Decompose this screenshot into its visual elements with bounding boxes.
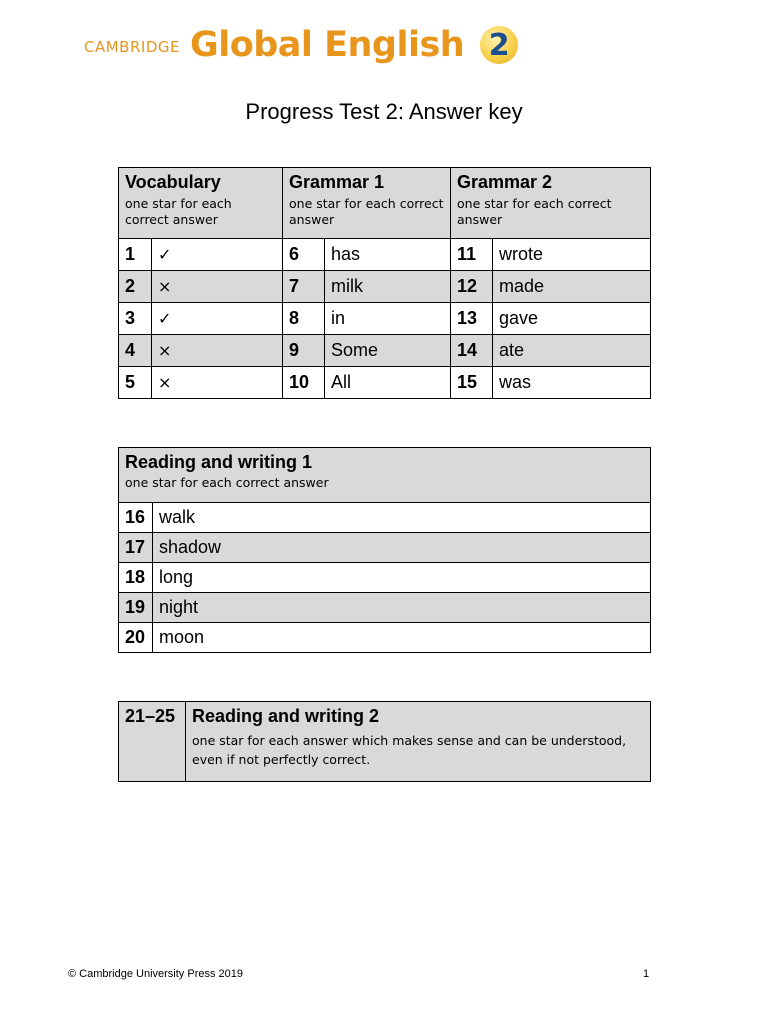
table-row	[119, 623, 651, 653]
answer-mark: ×	[152, 271, 283, 303]
question-number: 6	[283, 239, 325, 271]
reading-writing-2-table	[118, 701, 651, 782]
answer: in	[325, 303, 451, 335]
question-number: 12	[451, 271, 493, 303]
answer: walk	[153, 503, 651, 533]
question-number: 20	[119, 623, 153, 653]
table-row	[119, 563, 651, 593]
brand-big: Global English	[189, 25, 465, 65]
question-number: 10	[283, 367, 325, 399]
table-row	[119, 335, 651, 367]
question-number: 2	[119, 271, 152, 303]
question-number: 18	[119, 563, 153, 593]
question-number: 5	[119, 367, 152, 399]
answer: moon	[153, 623, 651, 653]
question-number: 8	[283, 303, 325, 335]
table-row	[119, 533, 651, 563]
question-number: 15	[451, 367, 493, 399]
grammar-2-subtitle: one star for each correct answer	[457, 196, 612, 227]
reading-writing-2-subtitle: one star for each answer which makes sense and can be understood, even if not perfectly correct.	[192, 733, 627, 767]
answer: shadow	[153, 533, 651, 563]
answer-mark: ✓	[152, 239, 283, 271]
vocabulary-grammar-table	[118, 167, 651, 399]
answer-mark: ×	[152, 367, 283, 399]
answer: gave	[493, 303, 651, 335]
grammar-1-title: Grammar 1	[289, 172, 385, 192]
reading-writing-2-title: Reading and writing 2	[192, 706, 380, 726]
answer: long	[153, 563, 651, 593]
table-row	[119, 239, 651, 271]
reading-writing-1-subtitle: one star for each correct answer	[125, 475, 329, 490]
question-number: 17	[119, 533, 153, 563]
level-badge: 2	[480, 26, 518, 64]
question-number: 11	[451, 239, 493, 271]
answer: All	[325, 367, 451, 399]
table-row	[119, 271, 651, 303]
grammar-1-header	[283, 168, 451, 239]
table-row	[119, 593, 651, 623]
grammar-1-subtitle: one star for each correct answer	[289, 196, 444, 227]
vocabulary-title: Vocabulary	[125, 172, 221, 192]
answer: has	[325, 239, 451, 271]
question-number: 3	[119, 303, 152, 335]
answer: made	[493, 271, 651, 303]
reading-writing-1-table	[118, 447, 651, 653]
copyright: © Cambridge University Press 2019	[68, 968, 244, 980]
question-number: 14	[451, 335, 493, 367]
page-title: Progress Test 2: Answer key	[245, 99, 523, 124]
reading-writing-1-header	[119, 448, 651, 503]
question-number: 13	[451, 303, 493, 335]
table-row	[119, 367, 651, 399]
vocabulary-subtitle: one star for each correct answer	[125, 196, 232, 227]
answer-mark: ✓	[152, 303, 283, 335]
question-number: 16	[119, 503, 153, 533]
table-row	[119, 303, 651, 335]
question-number: 19	[119, 593, 153, 623]
grammar-2-title: Grammar 2	[457, 172, 553, 192]
answer: milk	[325, 271, 451, 303]
page-number: 1	[643, 968, 650, 980]
reading-writing-1-title: Reading and writing 1	[125, 452, 313, 472]
question-number: 9	[283, 335, 325, 367]
question-number: 1	[119, 239, 152, 271]
question-number: 7	[283, 271, 325, 303]
answer: Some	[325, 335, 451, 367]
answer: ate	[493, 335, 651, 367]
question-range: 21–25	[119, 702, 186, 782]
table-row	[119, 503, 651, 533]
answer: was	[493, 367, 651, 399]
answer: wrote	[493, 239, 651, 271]
brand-small: CAMBRIDGE	[84, 38, 180, 56]
answer-mark: ×	[152, 335, 283, 367]
question-number: 4	[119, 335, 152, 367]
answer: night	[153, 593, 651, 623]
vocabulary-header	[119, 168, 283, 239]
grammar-2-header	[451, 168, 651, 239]
reading-writing-2-header	[186, 702, 651, 782]
cambridge-global-english-logo	[84, 20, 518, 70]
